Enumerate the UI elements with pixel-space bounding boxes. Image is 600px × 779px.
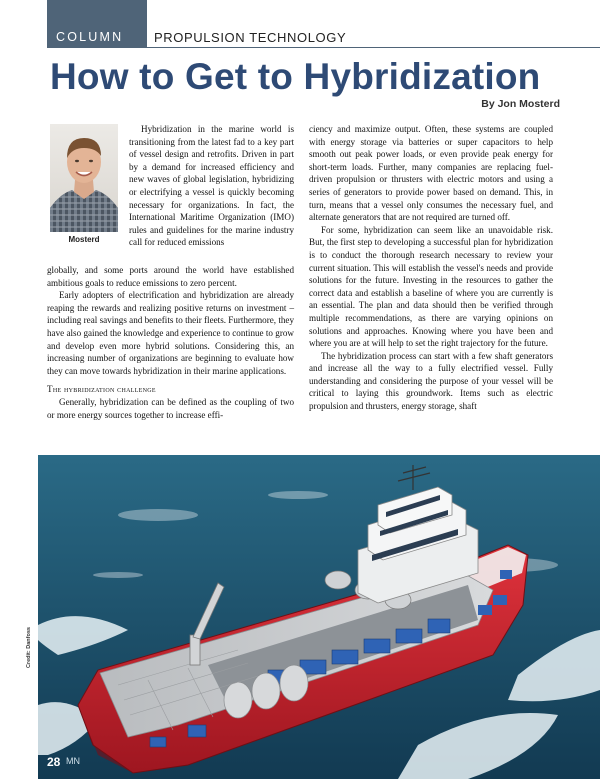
paragraph-definition: Generally, hybridization can be defined as the coupling of two or more energy sources together to increase effi-: [47, 396, 294, 420]
subheading: The hybridization challenge: [47, 384, 156, 395]
column-1-top: [129, 123, 294, 249]
article-title: How to Get to Hybridization: [50, 56, 541, 97]
column-1-bottom: [47, 264, 294, 421]
section-label: PROPULSION TECHNOLOGY: [154, 30, 347, 45]
vessel-illustration: [38, 455, 600, 779]
paragraph-intro: Hybridization in the marine world is transitioning from the latest fad to a key part of vessel design and retrofits. Driven in part by a demand for increased efficiency and new waves of global legislation, hybridizing or electrifying a vessel is quickly becoming necessary for organizations. In fact, the International Maritime Organization (IMO) rules and guidelines for the marine industry call for reduced emissions: [129, 124, 294, 248]
magazine-logo: MN: [66, 756, 80, 766]
byline: By Jon Mosterd: [481, 98, 560, 110]
column-2: [309, 123, 553, 413]
paragraph-early-adopters: Early adopters of electrification and hybridization are already reaping the rewards and realizing positive returns on investment – including real savings and benefits to their fleets. Furthermore, they have also gained the knowledge and experience to continue to grow and develop even more hybrid solutions. Considering this, an increasing number of organizations are beginning to evaluate how they can move towards hybridization in their marine applications.: [47, 290, 294, 376]
author-photo: [50, 124, 118, 232]
header-rule: [47, 47, 600, 48]
column-label: COLUMN: [56, 30, 124, 44]
paragraph-risk: For some, hybridization can seem like an unavoidable risk. But, the first step to developing a successful plan for hybridization is to conduct the thorough research necessary to review your current situation. This will establish the vessel's needs and provide solutions for the future. Investing in the resources to gather the correct data and establish a baseline of where you are currently is an essential. The plan and data should then be verified through multiple recommendations, as there are varying opinions on solutions and approaches. Knowing where you have been and where you are at will help to set the right trajectory for the future.: [309, 224, 553, 349]
image-credit: Credit: Danfoss: [26, 627, 32, 668]
page-number: 28: [47, 755, 61, 769]
paragraph-intro-continued: globally, and some ports around the world have established ambitious goals to reduce emissions to zero percent.: [47, 265, 294, 288]
photo-caption: Mosterd: [68, 235, 100, 244]
paragraph-process: The hybridization process can start with a few shaft generators and increase all the way to a fully electrified vessel. Fully understanding and considering the purpose of your vessel will be critical to laying this groundwork. Items such as electric propulsion and thrusters, energy storage, shaft: [309, 350, 553, 412]
paragraph-efficiency: ciency and maximize output. Often, these systems are coupled with energy storage via batteries or super capacitors to help smooth out peak power loads, or even provide peak energy for short-term loads. Further, many companies are replacing fuel-driven propulsion or thrusters with electric motors and using a series of generators to provide power based on demand. This, in turn, means that a vessel only consumes the necessary fuel, and alternate generators that are not required are turned off.: [309, 124, 553, 223]
column-header: [0, 0, 600, 48]
